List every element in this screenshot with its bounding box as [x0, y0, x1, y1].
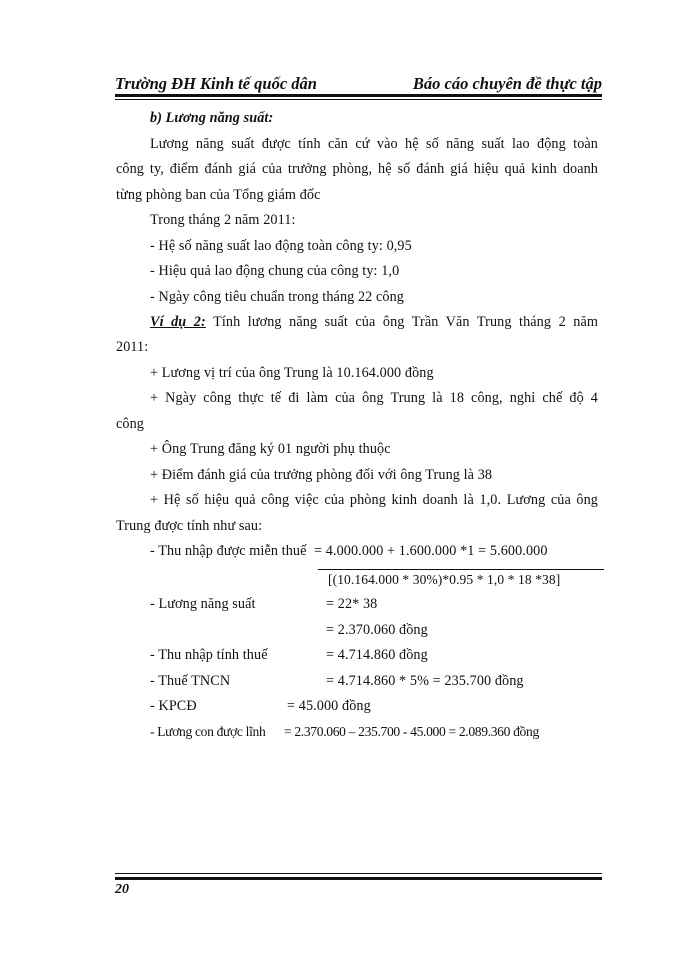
fraction-numerator: [(10.164.000 * 30%)*0.95 * 1,0 * 18 *38] [328, 572, 561, 587]
net-salary-label: - Lương con được lĩnh [150, 724, 266, 739]
footer-rule-thin [115, 873, 602, 874]
kpcd-label: - KPCĐ [150, 698, 197, 714]
header-rule-thin [115, 99, 602, 100]
month-line: Trong tháng 2 năm 2011: [150, 212, 296, 228]
fraction-denominator: = 22* 38 [326, 596, 378, 612]
tax-free-value: = 4.000.000 + 1.600.000 *1 = 5.600.000 [314, 543, 548, 559]
section-heading: b) Lương năng suất: [150, 110, 274, 126]
taxable-label: - Thu nhập tính thuế [150, 647, 268, 663]
example-item-5: + Hệ số hiệu quả công việc của phòng kinh doanh là 1,0. Lương của ông [150, 492, 598, 508]
example-line-2: 2011: [116, 339, 149, 355]
example-item-2-cont: công [116, 416, 144, 432]
tax-value: = 4.714.860 * 5% = 235.700 đồng [326, 673, 524, 689]
tax-label: - Thuế TNCN [150, 673, 231, 689]
fraction-bar [318, 569, 604, 570]
intro-line-3: từng phòng ban của Tổng giám đốc [116, 187, 321, 203]
header-rule-thick [115, 94, 602, 97]
bullet-1: - Hệ số năng suất lao động toàn công ty: 0,95 [150, 238, 412, 254]
taxable-value: = 4.714.860 đồng [326, 647, 428, 663]
example-line-1 [150, 314, 598, 331]
header-school: Trường ĐH Kinh tế quốc dân [115, 74, 317, 93]
example-label: Ví dụ 2: [150, 314, 206, 330]
bullet-2: - Hiệu quả lao động chung của công ty: 1,0 [150, 263, 400, 279]
example-item-4: + Điểm đánh giá của trưởng phòng đối với ông Trung là 38 [150, 467, 493, 483]
header-report-title: Báo cáo chuyên đề thực tập [412, 74, 602, 93]
page-number: 20 [115, 882, 129, 897]
net-salary-value: = 2.370.060 – 235.700 - 45.000 = 2.089.360 đồng [284, 724, 539, 739]
intro-line-1: Lương năng suất được tính căn cứ vào hệ số năng suất lao động toàn [150, 136, 598, 152]
example-item-1: + Lương vị trí của ông Trung là 10.164.000 đồng [150, 365, 434, 381]
example-intro: Tính lương năng suất của ông Trần Văn Trung tháng 2 năm [205, 314, 598, 330]
intro-line-2: công ty, điểm đánh giá của trưởng phòng, hệ số đánh giá hiệu quả kinh doanh [116, 161, 598, 177]
example-item-3: + Ông Trung đăng ký 01 người phụ thuộc [150, 441, 391, 457]
productivity-result: = 2.370.060 đồng [326, 622, 428, 638]
tax-free-label: - Thu nhập được miễn thuế [150, 543, 307, 559]
example-item-2: + Ngày công thực tế đi làm của ông Trung là 18 công, nghỉ chế độ 4 [150, 390, 598, 406]
bullet-3: - Ngày công tiêu chuẩn trong tháng 22 công [150, 289, 404, 305]
example-item-5-cont: Trung được tính như sau: [116, 518, 263, 534]
footer-rule-thick [115, 877, 602, 880]
productivity-label: - Lương năng suất [150, 596, 256, 612]
kpcd-value: = 45.000 đồng [287, 698, 371, 714]
